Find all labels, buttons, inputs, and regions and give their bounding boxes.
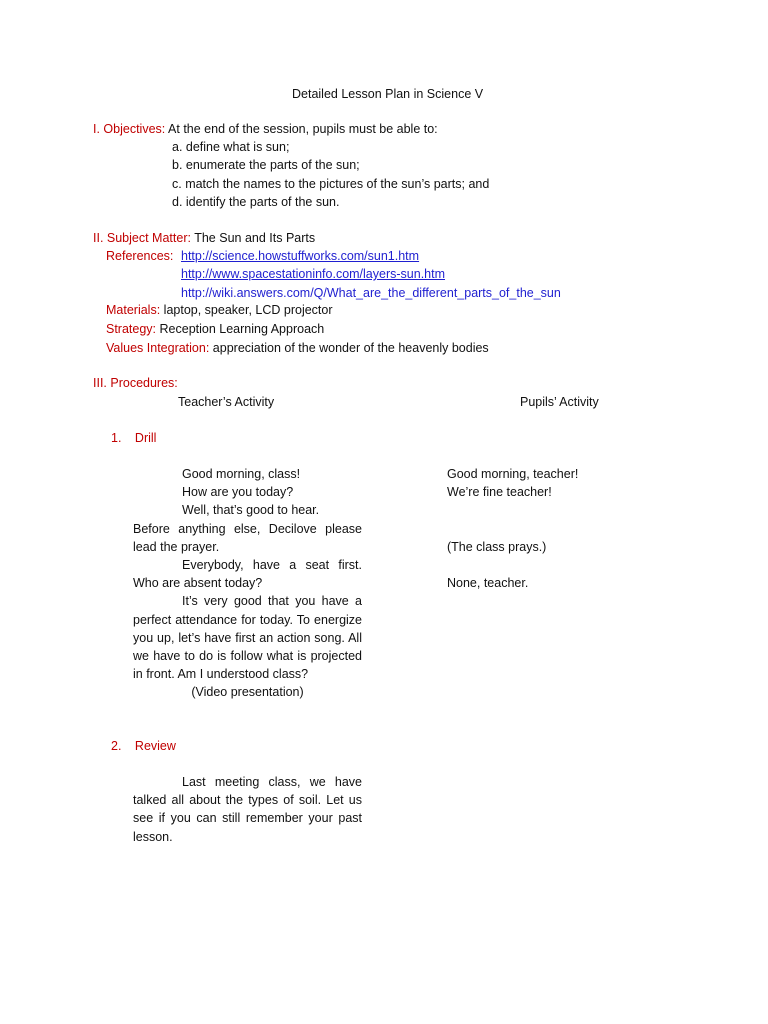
objectives-section	[93, 121, 438, 137]
materials-value: laptop, speaker, LCD projector	[163, 303, 333, 317]
values-integration-label: Values Integration:	[106, 341, 210, 355]
procedures-heading: III. Procedures:	[93, 376, 178, 390]
values-integration-row	[106, 340, 489, 356]
reference-link[interactable]: http://www.spacestationinfo.com/layers-sun.htm	[181, 267, 446, 281]
pupils-activity-header: Pupils’ Activity	[520, 395, 599, 409]
objectives-heading: I. Objectives:	[93, 122, 166, 136]
teacher-paragraph: Everybody, have a seat first. Who are absent today?	[133, 558, 362, 591]
objective-item: c. match the names to the pictures of the sun’s parts; and	[172, 177, 490, 191]
teacher-line: Good morning, class!	[182, 467, 301, 481]
drill-teacher-column	[133, 465, 362, 702]
references-label: References:	[106, 249, 174, 263]
review-label: Review	[134, 739, 176, 753]
teacher-paragraph: Last meeting class, we have talked all about the types of soil. Let us see if you can still remember your past lesson.	[133, 775, 362, 844]
video-presentation-note: (Video presentation)	[191, 685, 304, 700]
review-teacher-column	[133, 773, 362, 846]
strategy-value: Reception Learning Approach	[159, 322, 325, 336]
objective-item: b. enumerate the parts of the sun;	[172, 158, 360, 172]
drill-heading	[111, 430, 156, 446]
teacher-line: How are you today?	[182, 485, 294, 500]
teacher-paragraph: Before anything else, Decilove please lead the prayer.	[133, 521, 362, 554]
document-title: Detailed Lesson Plan in Science V	[292, 87, 484, 101]
strategy-label: Strategy:	[106, 322, 157, 336]
pupil-response: (The class prays.)	[447, 540, 547, 554]
teacher-paragraph: It’s very good that you have a perfect attendance for today. To energize you up, let’s have first an action song. All we have to do is follow what is projected in front. Am I understood class?	[133, 594, 362, 682]
pupil-response: We’re fine teacher!	[447, 485, 552, 499]
objectives-intro: At the end of the session, pupils must be able to:	[168, 122, 438, 136]
materials-row	[106, 302, 333, 318]
subject-matter-section	[93, 230, 315, 246]
teacher-activity-header: Teacher’s Activity	[178, 395, 275, 409]
reference-link[interactable]: http://wiki.answers.com/Q/What_are_the_different_parts_of_the_sun	[181, 286, 561, 300]
strategy-row	[106, 321, 324, 337]
subject-matter-topic: The Sun and Its Parts	[194, 231, 316, 245]
pupil-response: Good morning, teacher!	[447, 467, 579, 481]
review-number: 2.	[111, 739, 122, 753]
pupil-response: None, teacher.	[447, 576, 529, 590]
objective-item: a. define what is sun;	[172, 140, 290, 154]
drill-label: Drill	[134, 431, 157, 445]
subject-matter-heading: II. Subject Matter:	[93, 231, 191, 245]
teacher-line: Well, that’s good to hear.	[182, 503, 320, 518]
review-heading	[111, 738, 176, 754]
materials-label: Materials:	[106, 303, 161, 317]
values-integration-value: appreciation of the wonder of the heavenly bodies	[212, 341, 489, 355]
objective-item: d. identify the parts of the sun.	[172, 195, 340, 209]
reference-link[interactable]: http://science.howstuffworks.com/sun1.htm	[181, 249, 420, 263]
drill-number: 1.	[111, 431, 122, 445]
